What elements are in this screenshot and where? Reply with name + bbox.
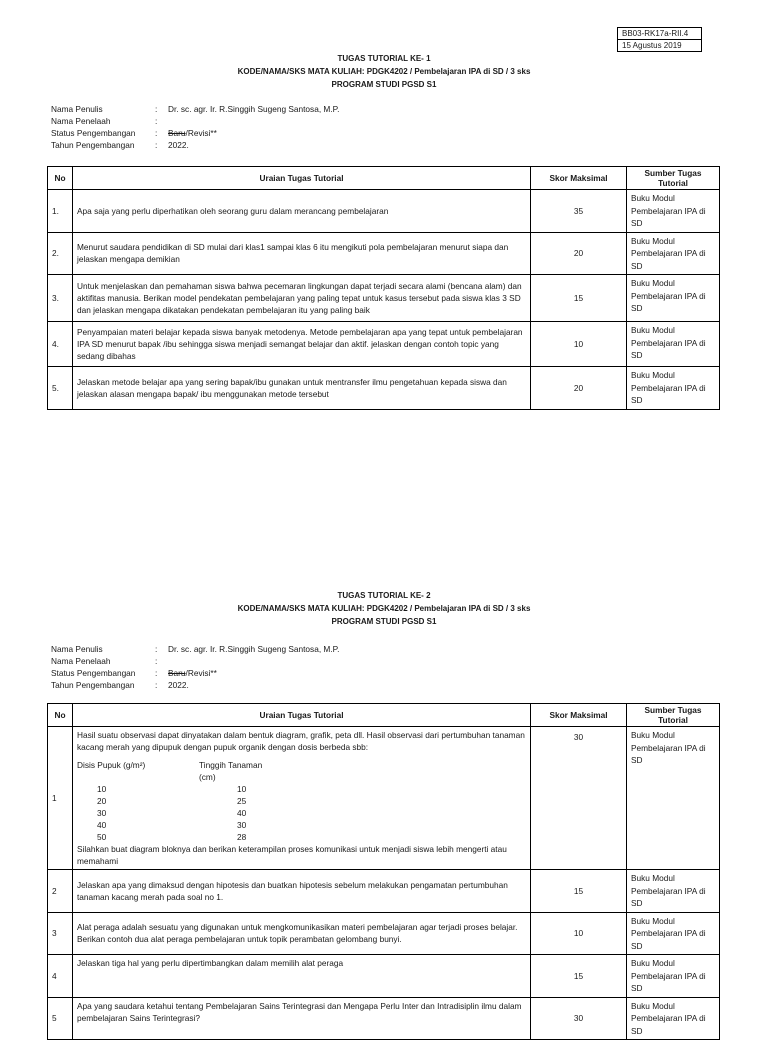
source-line2: Pembelajaran IPA di SD <box>631 205 706 228</box>
row-no: 1. <box>48 190 73 233</box>
row-score: 15 <box>531 275 627 322</box>
table-row <box>48 367 720 410</box>
status-baru-struck: Baru <box>168 668 186 678</box>
source-line1: Buku Modul <box>631 958 675 968</box>
label-status: Status Pengembangan <box>51 128 136 138</box>
data-y: 28 <box>237 832 247 842</box>
table-row <box>48 997 720 1040</box>
value-status <box>168 127 217 139</box>
label-tahun: Tahun Pengembangan <box>51 140 135 150</box>
row-source <box>627 727 720 870</box>
header-skor: Skor Maksimal <box>531 704 627 727</box>
section2-meta <box>51 643 551 691</box>
row-score: 30 <box>531 997 627 1040</box>
label-status: Status Pengembangan <box>51 668 136 678</box>
section1-meta <box>51 103 551 151</box>
section1-program: PROGRAM STUDI PGSD S1 <box>331 80 437 89</box>
data-x: 50 <box>97 832 107 842</box>
colon: : <box>155 128 158 138</box>
data-x: 20 <box>97 796 107 806</box>
row-source <box>627 322 720 367</box>
data-x: 10 <box>97 784 107 794</box>
source-line1: Buku Modul <box>631 730 675 740</box>
table-row <box>48 912 720 955</box>
section1-task-table <box>47 166 720 410</box>
row-source <box>627 275 720 322</box>
status-baru-struck: Baru <box>168 128 186 138</box>
col-y-heading: Tinggih Tanaman (cm) <box>199 760 263 782</box>
header-no: No <box>48 167 73 190</box>
row-source <box>627 997 720 1040</box>
row-text: Untuk menjelaskan dan pemahaman siswa bahwa pecemaran lingkungan dapat terjadi secara alami (bencana alam) dan aktifitas manusia. Berikan model pendekatan pembelajaran yang paling tepat untuk kasus tersebut pada siswa klas 3 SD dan jelaskan mengapa dikatakan pendekatan pembelajaran itu yang paling baik <box>73 275 531 322</box>
source-line1: Buku Modul <box>631 278 675 288</box>
row-score: 30 <box>531 727 627 870</box>
data-x: 40 <box>97 820 107 830</box>
value-nama-penulis: Dr. sc. agr. Ir. R.Singgih Sugeng Santosa, M.P. <box>168 104 340 114</box>
table-row <box>48 322 720 367</box>
source-line1: Buku Modul <box>631 1000 675 1011</box>
row-text: Jelaskan metode belajar apa yang sering bapak/ibu gunakan untuk mentransfer ilmu pengetahuan kepada siswa dan jelaskan alasan mengapa bapak/ ibu menggunakan metode tersebut <box>73 367 531 410</box>
source-line2: Pembelajaran IPA di SD <box>631 248 706 271</box>
section2-title: TUGAS TUTORIAL KE- 2 <box>337 591 431 600</box>
table-row <box>48 232 720 275</box>
row-score: 20 <box>531 367 627 410</box>
table-header-row <box>48 167 720 190</box>
section2-task-table <box>47 703 720 1040</box>
row-text: Apa saja yang perlu diperhatikan oleh seorang guru dalam merancang pembelajaran <box>73 190 531 233</box>
value-nama-penulis: Dr. sc. agr. Ir. R.Singgih Sugeng Santosa, M.P. <box>168 644 340 654</box>
row-source <box>627 190 720 233</box>
document-code-box <box>617 27 702 52</box>
row-no: 3 <box>48 912 73 955</box>
section1-course: KODE/NAMA/SKS MATA KULIAH: PDGK4202 / Pembelajaran IPA di SD / 3 sks <box>237 67 531 76</box>
label-nama-penulis: Nama Penulis <box>51 644 103 654</box>
source-line2: Pembelajaran IPA di SD <box>631 742 706 765</box>
table-row <box>48 727 720 870</box>
source-line2: Pembelajaran IPA di SD <box>631 1013 706 1036</box>
table-row <box>48 275 720 322</box>
source-line1: Buku Modul <box>631 325 675 335</box>
header-sumber: Sumber Tugas Tutorial <box>627 704 720 727</box>
source-line1: Buku Modul <box>631 915 675 926</box>
row-score: 15 <box>531 955 627 998</box>
source-line2: Pembelajaran IPA di SD <box>631 928 706 951</box>
row-text: Menurut saudara pendidikan di SD mulai dari klas1 sampai klas 6 itu mengikuti pola pembelajaran menurut siapa dan jelaskan mengapa demikian <box>73 232 531 275</box>
row-no: 2 <box>48 870 73 913</box>
table-row <box>48 190 720 233</box>
row-source <box>627 232 720 275</box>
colon: : <box>155 116 158 126</box>
row-score: 10 <box>531 912 627 955</box>
label-tahun: Tahun Pengembangan <box>51 680 135 690</box>
table-header-row <box>48 704 720 727</box>
row-no: 4 <box>48 955 73 998</box>
row-no: 4. <box>48 322 73 367</box>
header-no: No <box>48 704 73 727</box>
col-x-heading: Disis Pupuk (g/m²) <box>77 760 146 770</box>
row-text: Penyampaian materi belajar kepada siswa banyak metodenya. Metode pembelajaran apa yang tepat untuk pembelajaran IPA SD menurut bapak /ibu sehingga siswa menjadi semangat belajar dan aktif. jelaskan dengan contoh topic yang sedang dibahas <box>73 322 531 367</box>
row-no: 5 <box>48 997 73 1040</box>
row-no: 2. <box>48 232 73 275</box>
source-line2: Pembelajaran IPA di SD <box>631 290 706 313</box>
colon: : <box>155 644 158 654</box>
header-uraian: Uraian Tugas Tutorial <box>73 704 531 727</box>
row-score: 10 <box>531 322 627 367</box>
row-text: Apa yang saudara ketahui tentang Pembelajaran Sains Terintegrasi dan Mengapa Perlu Inter dan Intradisiplin ilmu dalam pembelajaran Sains Terintegrasi? <box>73 997 531 1040</box>
label-nama-penelaah: Nama Penelaah <box>51 656 111 666</box>
data-y: 30 <box>237 820 247 830</box>
data-y: 10 <box>237 784 247 794</box>
row-source <box>627 870 720 913</box>
label-nama-penelaah: Nama Penelaah <box>51 116 111 126</box>
row-text: Jelaskan apa yang dimaksud dengan hipotesis dan buatkan hipotesis sebelum melakukan pengamatan pertumbuhan tanaman kacang merah pada soal no 1. <box>73 870 531 913</box>
row-text: Jelaskan tiga hal yang perlu dipertimbangkan dalam memilih alat peraga <box>73 955 531 998</box>
observation-closing: Silahkan buat diagram bloknya dan berikan keterampilan proses komunikasi untuk menjadi siswa lebih mengerti atau memahami <box>77 844 507 866</box>
row-text-observation <box>73 727 531 870</box>
section2-program: PROGRAM STUDI PGSD S1 <box>331 617 437 626</box>
source-line1: Buku Modul <box>631 370 675 380</box>
source-line2: Pembelajaran IPA di SD <box>631 970 706 993</box>
data-x: 30 <box>97 808 107 818</box>
row-source <box>627 367 720 410</box>
source-line1: Buku Modul <box>631 193 675 203</box>
table-row <box>48 870 720 913</box>
status-revisi: /Revisi** <box>185 668 217 678</box>
value-status <box>168 667 217 679</box>
value-tahun: 2022. <box>168 140 189 150</box>
header-sumber: Sumber Tugas Tutorial <box>627 167 720 190</box>
row-score: 15 <box>531 870 627 913</box>
colon: : <box>155 668 158 678</box>
colon: : <box>155 104 158 114</box>
row-score: 35 <box>531 190 627 233</box>
document-code: BB03-RK17a-RII.4 <box>622 29 689 38</box>
section2-course: KODE/NAMA/SKS MATA KULIAH: PDGK4202 / Pembelajaran IPA di SD / 3 sks <box>237 604 531 613</box>
label-nama-penulis: Nama Penulis <box>51 104 103 114</box>
data-y: 25 <box>237 796 247 806</box>
source-line2: Pembelajaran IPA di SD <box>631 885 706 908</box>
row-no: 1 <box>48 727 73 870</box>
data-y: 40 <box>237 808 247 818</box>
row-score: 20 <box>531 232 627 275</box>
row-no: 3. <box>48 275 73 322</box>
header-skor: Skor Maksimal <box>531 167 627 190</box>
source-line1: Buku Modul <box>631 873 675 883</box>
colon: : <box>155 140 158 150</box>
source-line1: Buku Modul <box>631 235 675 246</box>
colon: : <box>155 656 158 666</box>
observation-intro: Hasil suatu observasi dapat dinyatakan dalam bentuk diagram, grafik, peta dll. Hasil observasi dari pertumbuhan tanaman kacang merah yang dipupuk dengan pupuk organik dengan dosis berbeda sbb: <box>77 730 525 752</box>
colon: : <box>155 680 158 690</box>
source-line2: Pembelajaran IPA di SD <box>631 337 706 360</box>
table-row <box>48 955 720 998</box>
row-text: Alat peraga adalah sesuatu yang digunakan untuk mengkomunikasikan materi pembelajaran agar terjadi proses belajar. Berikan contoh dua alat peraga pembelajaran untuk topik perambatan gelombang bunyi. <box>73 912 531 955</box>
section1-title: TUGAS TUTORIAL KE- 1 <box>337 54 431 63</box>
row-source <box>627 912 720 955</box>
header-uraian: Uraian Tugas Tutorial <box>73 167 531 190</box>
document-date: 15 Agustus 2019 <box>618 39 701 51</box>
source-line2: Pembelajaran IPA di SD <box>631 382 706 405</box>
row-source <box>627 955 720 998</box>
row-no: 5. <box>48 367 73 410</box>
status-revisi: /Revisi** <box>185 128 217 138</box>
value-tahun: 2022. <box>168 680 189 690</box>
observation-data-table <box>77 759 526 843</box>
